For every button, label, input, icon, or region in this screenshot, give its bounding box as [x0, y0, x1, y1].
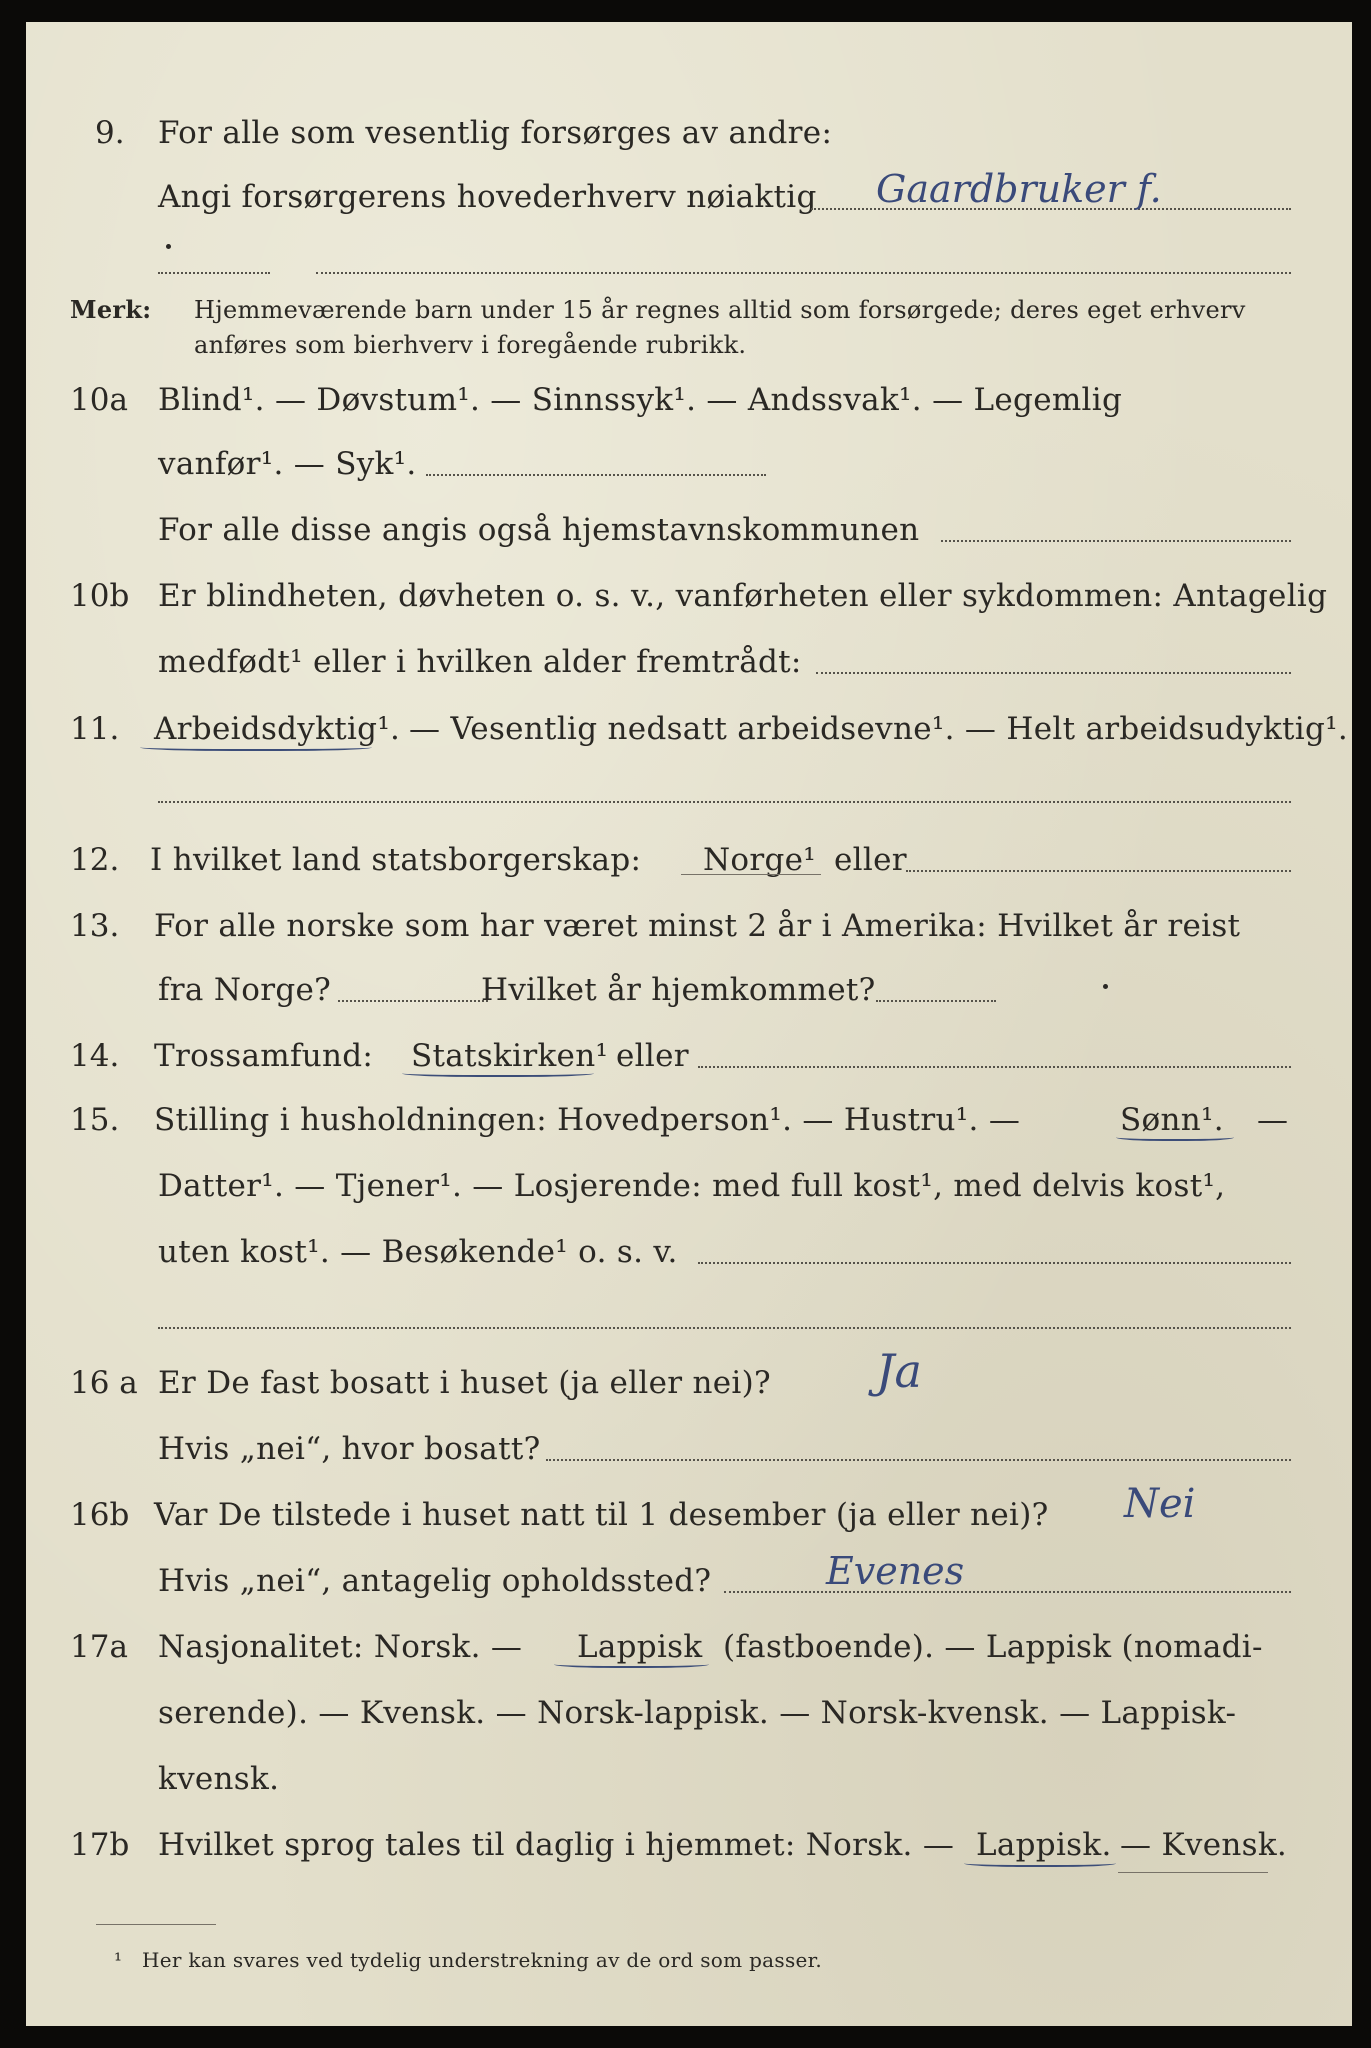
q15-number: 15. [70, 1102, 120, 1138]
q17b-number: 17b [70, 1827, 130, 1863]
q16b-line2: Hvis „nei“, antagelig opholdssted? [158, 1563, 712, 1599]
q14-underline [402, 1068, 594, 1077]
q14-option-statskirken: Statskirken¹ [411, 1038, 609, 1074]
q17a-line1c: (fastboende). — Lappisk (nomadi- [723, 1629, 1263, 1665]
footnote-text: Her kan svares ved tydelig understrekning av de ord som passer. [142, 1948, 822, 1972]
q12-text: I hvilket land statsborgerskap: [150, 842, 642, 878]
q10a-number: 10a [70, 382, 128, 418]
q12-option-norge: Norge¹ [703, 842, 817, 878]
q11-extra-line [158, 801, 1291, 803]
q16a-line2: Hvis „nei“, hvor bosatt? [158, 1431, 541, 1467]
q13-line2b: Hvilket år hjemkommet? [481, 972, 876, 1008]
q10b-line1: Er blindheten, døvheten o. s. v., vanførheten eller sykdommen: Antagelig [158, 578, 1328, 614]
q10b-line2: medfødt¹ eller i hvilken alder fremtrådt: [158, 644, 802, 680]
q13-number: 13. [70, 908, 120, 944]
q10a-kommune-line [941, 540, 1291, 542]
q16b-opholdssted-line [724, 1591, 1291, 1593]
q16a-line1: Er De fast bosatt i huset (ja eller nei)? [158, 1365, 771, 1401]
q17a-line2: serende). — Kvensk. — Norsk-lappisk. — Norsk-kvensk. — Lappisk- [158, 1695, 1237, 1731]
q15-line2: Datter¹. — Tjener¹. — Losjerende: med full kost¹, med delvis kost¹, [158, 1168, 1226, 1204]
q17b-underline [964, 1858, 1116, 1867]
q11-underline [140, 742, 372, 751]
q12-underline [681, 874, 821, 875]
q9-answer-handwriting: Gaardbruker f. [876, 167, 1162, 211]
merk-line1: Hjemmeværende barn under 15 år regnes alltid som forsørgede; deres eget erhverv [194, 296, 1246, 324]
q13-reist-line [338, 1000, 488, 1002]
q15-extra-line [158, 1327, 1291, 1329]
q14-tail: eller [616, 1038, 689, 1074]
footnote-mark: ¹ [114, 1948, 123, 1972]
q10a-line3: For alle disse angis også hjemstavnskommunen [158, 512, 920, 548]
q13-hjem-line [876, 1000, 996, 1002]
ink-spot [166, 244, 171, 249]
q11-rest: — Vesentlig nedsatt arbeidsevne¹. — Helt arbeidsudyktig¹. [409, 711, 1349, 747]
q17a-line3: kvensk. [158, 1761, 280, 1797]
q16a-bosatt-line [546, 1459, 1291, 1461]
q16a-answer-handwriting: Ja [876, 1344, 922, 1398]
q17a-underline [554, 1659, 709, 1668]
q14-number: 14. [70, 1038, 120, 1074]
q15-answer-line [698, 1262, 1291, 1264]
q10a-line1: Blind¹. — Døvstum¹. — Sinnssyk¹. — Andssvak¹. — Legemlig [158, 382, 1123, 418]
q15-underline [1116, 1132, 1234, 1141]
q17a-number: 17a [70, 1629, 128, 1665]
q14-answer-line [698, 1066, 1291, 1068]
q15-line3: uten kost¹. — Besøkende¹ o. s. v. [158, 1234, 678, 1270]
q17b-option-lappisk: Lappisk. [976, 1827, 1112, 1863]
q13-line1: For alle norske som har været minst 2 år i Amerika: Hvilket år reist [154, 908, 1241, 944]
ink-spot [1103, 984, 1108, 989]
q12-answer-line [906, 870, 1291, 872]
q16b-answer-handwriting: Nei [1124, 1481, 1196, 1527]
q11-option-arbeidsdyktig: Arbeidsdyktig¹. [154, 711, 401, 747]
q15-line1a: Stilling i husholdningen: Hovedperson¹. — Hustru¹. — [154, 1102, 1021, 1138]
q12-tail: eller [834, 842, 907, 878]
census-form-page [26, 22, 1352, 2026]
q9-number: 9. [95, 115, 125, 151]
merk-label: Merk: [70, 295, 152, 324]
q10a-line2: vanfør¹. — Syk¹. [158, 446, 417, 482]
q9-line2: Angi forsørgerens hovederhverv nøiaktig [158, 179, 817, 215]
q10b-answer-line [816, 672, 1291, 674]
q10b-number: 10b [70, 578, 130, 614]
q16b-line1: Var De tilstede i huset natt til 1 desember (ja eller nei)? [154, 1497, 1049, 1533]
q17a-option-lappisk: Lappisk [577, 1629, 703, 1665]
q16b-number: 16b [70, 1497, 130, 1533]
q17b-line1c: — Kvensk. [1120, 1827, 1288, 1863]
footnote-rule [96, 1924, 216, 1925]
q16a-number: 16 a [70, 1365, 138, 1401]
q16b-opholdssted-handwriting: Evenes [826, 1549, 965, 1593]
q9-line1: For alle som vesentlig forsørges av andre: [158, 115, 833, 151]
q10a-syk-line [426, 474, 766, 476]
q15-option-sonn: Sønn¹. [1120, 1102, 1224, 1138]
q9-extra-line-left [158, 272, 270, 274]
q17a-line1a: Nasjonalitet: Norsk. — [158, 1629, 523, 1665]
q17b-line1a: Hvilket sprog tales til daglig i hjemmet: Norsk. — [158, 1827, 955, 1863]
q15-line1c: — [1257, 1102, 1289, 1138]
q12-number: 12. [70, 842, 120, 878]
merk-line2: anføres som bierhverv i foregående rubrikk. [194, 331, 747, 359]
q11-number: 11. [70, 711, 120, 747]
q17b-rule [1118, 1872, 1268, 1873]
q9-extra-line-right [316, 272, 1291, 274]
q14-text: Trossamfund: [154, 1038, 374, 1074]
q13-line2a: fra Norge? [158, 972, 332, 1008]
